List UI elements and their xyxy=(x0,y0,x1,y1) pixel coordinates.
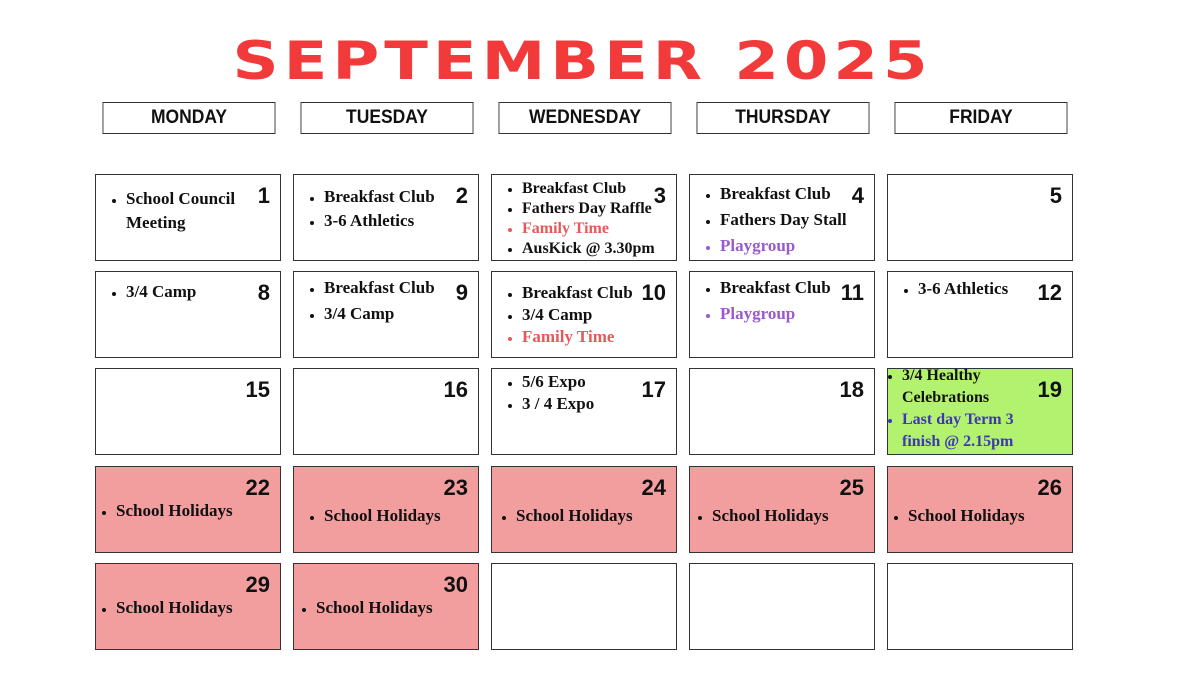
day-cell-18[interactable] xyxy=(689,368,875,455)
empty-day-cell xyxy=(491,563,677,650)
day-cell-22[interactable] xyxy=(95,466,281,553)
event-item: • School Holidays xyxy=(324,504,441,528)
day-cell-4[interactable] xyxy=(689,174,875,261)
date-number: 24 xyxy=(641,475,666,500)
header-monday: MONDAY xyxy=(103,102,276,134)
date-number: 11 xyxy=(840,280,864,305)
event-item: • Family Time xyxy=(522,326,633,348)
event-item: • Playgroup xyxy=(720,301,831,327)
day-cell-3[interactable] xyxy=(491,174,677,261)
day-cell-23[interactable] xyxy=(293,466,479,553)
event-item: • Playgroup xyxy=(720,233,847,259)
event-item: • 3/4 Camp xyxy=(522,304,633,326)
date-number: 12 xyxy=(1037,280,1062,305)
date-number: 16 xyxy=(443,377,468,402)
calendar-title: SEPTEMBER 2025 xyxy=(232,31,933,93)
date-number: 8 xyxy=(257,280,270,305)
date-number: 10 xyxy=(641,280,666,305)
day-cell-25[interactable] xyxy=(689,466,875,553)
day-cell-16[interactable] xyxy=(293,368,479,455)
day-cell-1[interactable] xyxy=(95,174,281,261)
day-cell-15[interactable] xyxy=(95,368,281,455)
day-cell-5[interactable] xyxy=(887,174,1073,261)
event-item: • Breakfast Club xyxy=(522,282,633,304)
header-wednesday: WEDNESDAY xyxy=(499,102,672,134)
event-item: • School Holidays xyxy=(116,596,233,620)
date-number: 17 xyxy=(641,377,666,402)
event-item: • 3-6 Athletics xyxy=(918,277,1008,301)
event-item: • School Council Meeting xyxy=(126,187,236,235)
event-item: • Breakfast Club xyxy=(324,275,435,301)
date-number: 22 xyxy=(245,475,270,500)
header-thursday: THURSDAY xyxy=(697,102,870,134)
date-number: 19 xyxy=(1037,377,1062,402)
day-cell-17[interactable] xyxy=(491,368,677,455)
header-tuesday: TUESDAY xyxy=(301,102,474,134)
event-item: • Family Time xyxy=(522,219,655,239)
date-number: 25 xyxy=(839,475,864,500)
date-number: 15 xyxy=(245,377,270,402)
date-number: 18 xyxy=(839,377,864,402)
event-item: • School Holidays xyxy=(908,504,1025,528)
event-item: • 3-6 Athletics xyxy=(324,209,435,233)
event-item: • Fathers Day Raffle xyxy=(522,199,655,219)
event-item: • School Holidays xyxy=(712,504,829,528)
event-item: • 3/4 Healthy Celebrations xyxy=(902,368,1022,409)
event-item: • School Holidays xyxy=(316,596,433,620)
date-number: 29 xyxy=(245,572,270,597)
event-item: • 3 / 4 Expo xyxy=(522,393,594,415)
day-cell-24[interactable] xyxy=(491,466,677,553)
event-item: • Breakfast Club xyxy=(324,185,435,209)
empty-day-cell xyxy=(887,563,1073,650)
header-friday: FRIDAY xyxy=(895,102,1068,134)
date-number: 9 xyxy=(455,280,468,305)
event-item: • 3/4 Camp xyxy=(126,280,196,304)
day-cell-8[interactable] xyxy=(95,271,281,358)
date-number: 30 xyxy=(443,572,468,597)
event-item: • Breakfast Club xyxy=(720,275,831,301)
day-cell-19[interactable] xyxy=(887,368,1073,455)
date-number: 1 xyxy=(257,183,270,208)
day-cell-30[interactable] xyxy=(293,563,479,650)
event-item: • School Holidays xyxy=(116,499,233,523)
date-number: 23 xyxy=(443,475,468,500)
date-number: 5 xyxy=(1049,183,1062,208)
event-item: • Breakfast Club xyxy=(522,179,655,199)
day-cell-11[interactable] xyxy=(689,271,875,358)
date-number: 4 xyxy=(851,183,864,208)
date-number: 3 xyxy=(653,183,666,208)
event-item: • Fathers Day Stall xyxy=(720,207,847,233)
event-item: • School Holidays xyxy=(516,504,633,528)
day-cell-9[interactable] xyxy=(293,271,479,358)
event-item: • Breakfast Club xyxy=(720,181,847,207)
event-item: • Last day Term 3 finish @ 2.15pm xyxy=(902,409,1052,453)
day-cell-29[interactable] xyxy=(95,563,281,650)
date-number: 26 xyxy=(1037,475,1062,500)
empty-day-cell xyxy=(689,563,875,650)
day-cell-12[interactable] xyxy=(887,271,1073,358)
date-number: 2 xyxy=(455,183,468,208)
day-cell-2[interactable] xyxy=(293,174,479,261)
event-item: • 3/4 Camp xyxy=(324,301,435,327)
event-item: • 5/6 Expo xyxy=(522,371,594,393)
day-cell-26[interactable] xyxy=(887,466,1073,553)
day-cell-10[interactable] xyxy=(491,271,677,358)
event-item: • AusKick @ 3.30pm xyxy=(522,239,655,259)
